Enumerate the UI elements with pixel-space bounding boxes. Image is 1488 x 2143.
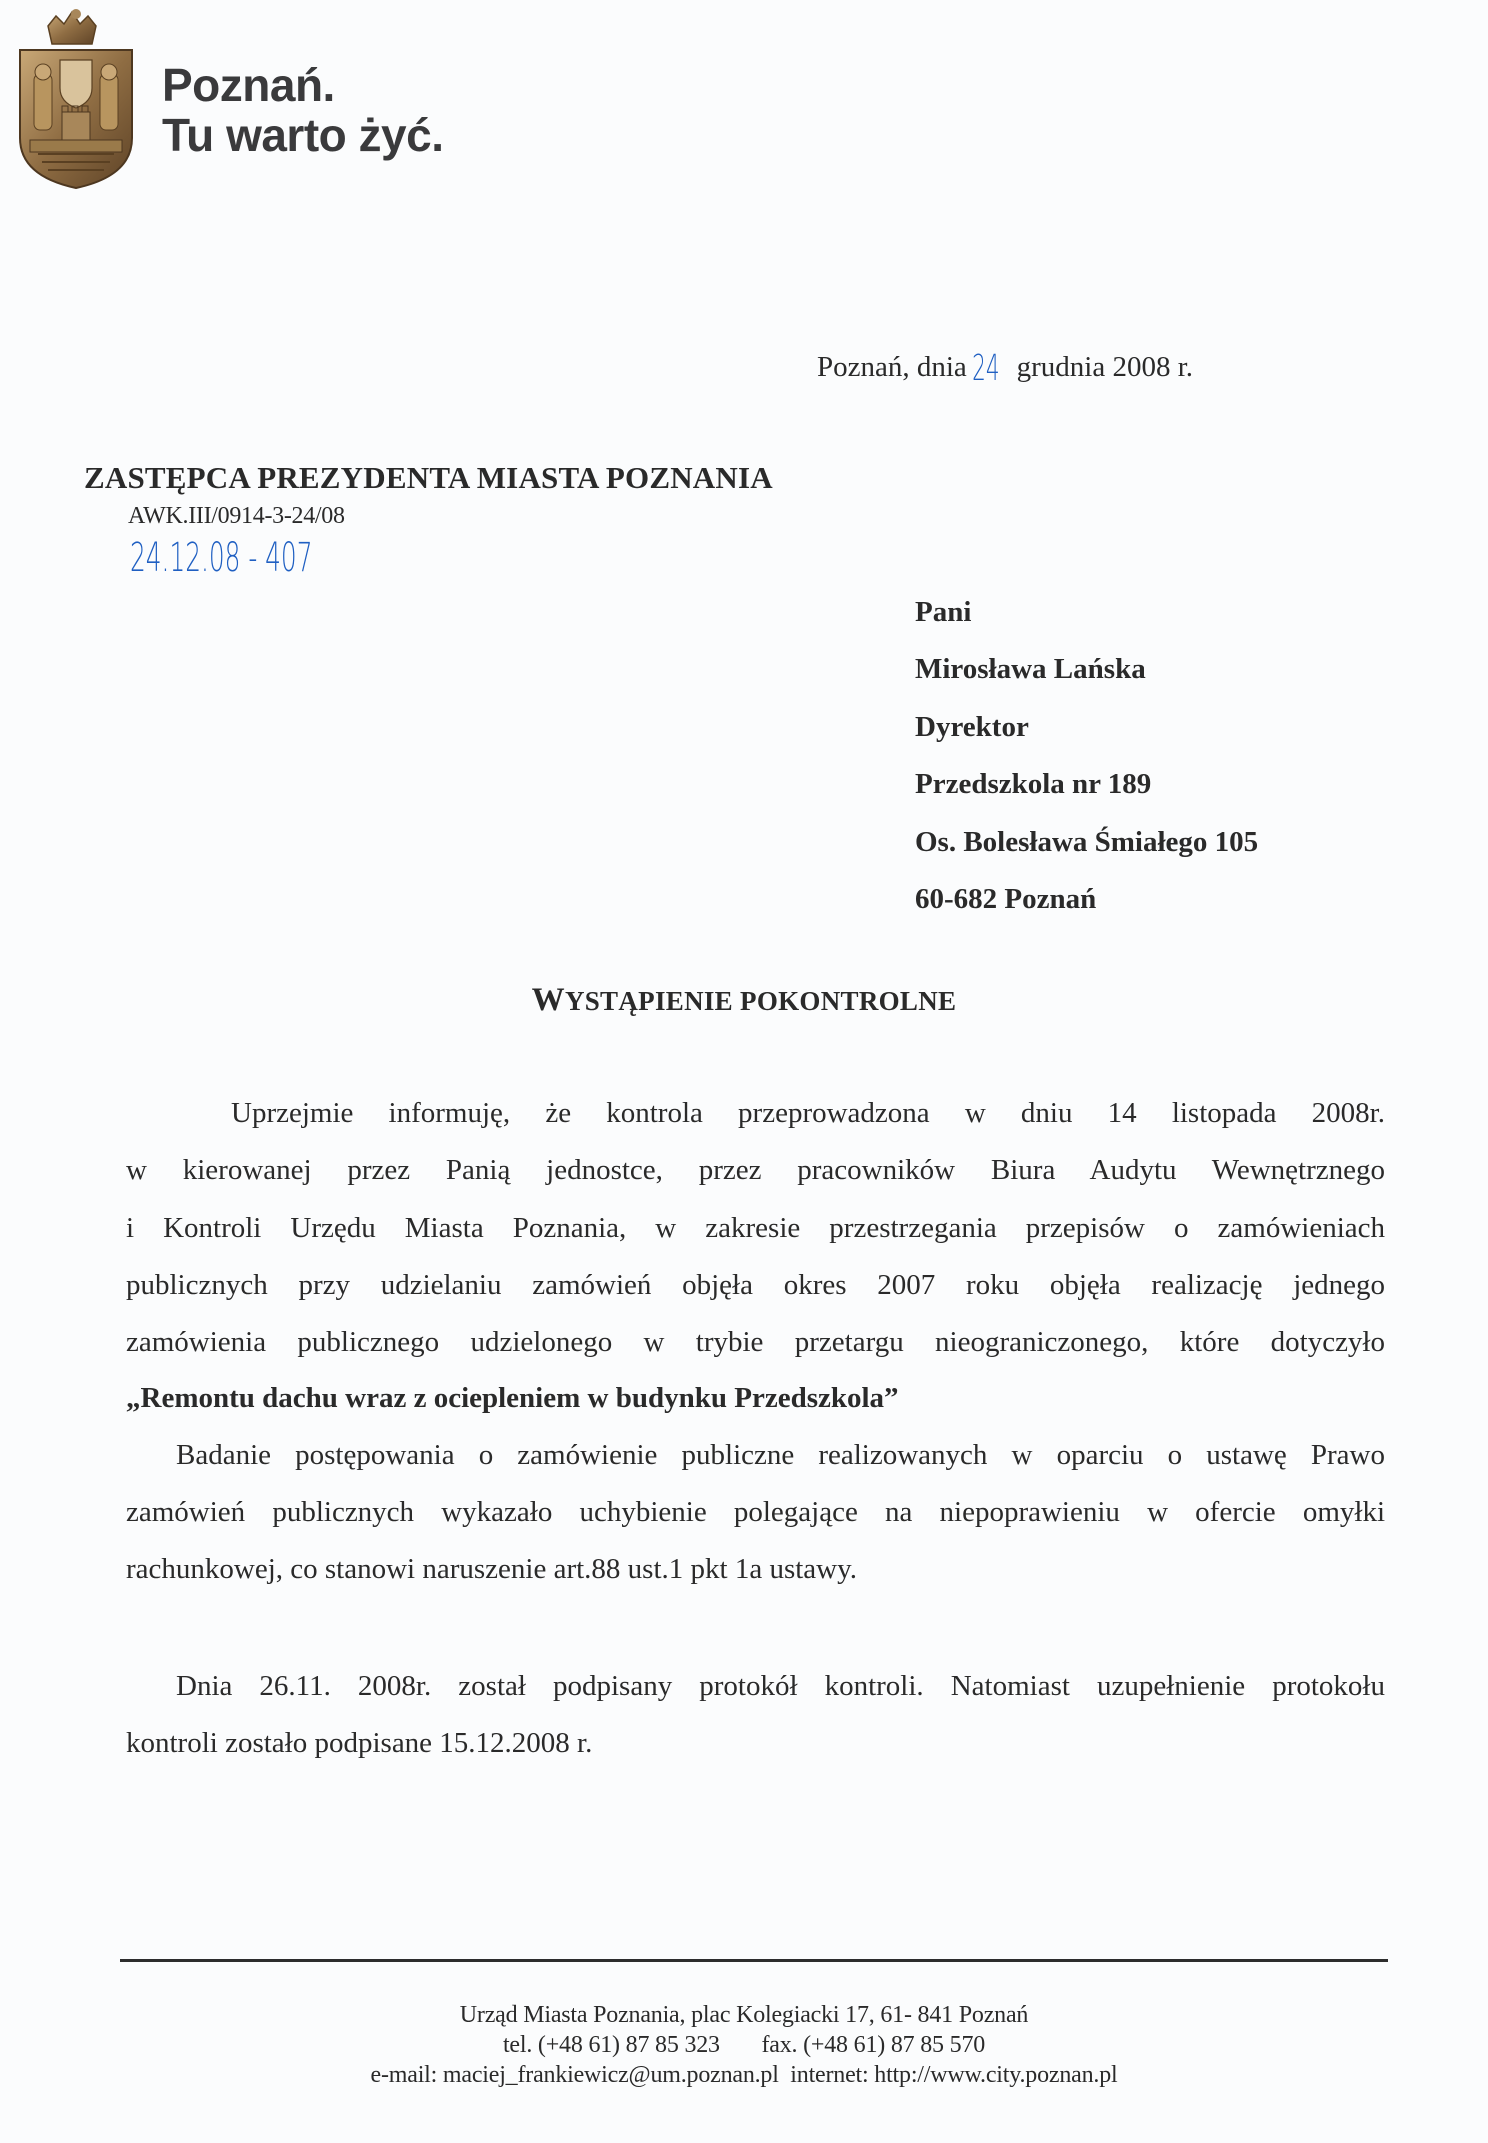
addressee-position: Dyrektor	[915, 711, 1029, 743]
body-line: kontroli zostało podpisane 15.12.2008 r.	[126, 1727, 593, 1759]
addressee-institution: Przedszkola nr 189	[915, 768, 1152, 800]
addressee-street: Os. Bolesława Śmiałego 105	[915, 826, 1259, 858]
body-line: Uprzejmie informuję, że kontrola przeprowadzona w dniu 14 listopada 2008r.	[231, 1097, 1385, 1129]
body-line: Badanie postępowania o zamówienie publiczne realizowanych w oparciu o ustawę Prawo	[176, 1439, 1385, 1471]
handwritten-day: 24	[971, 348, 1000, 389]
body-line: Dnia 26.11. 2008r. został podpisany protokół kontroli. Natomiast uzupełnienie protokołu	[176, 1670, 1385, 1702]
handwritten-registry-number: 24.12.08 - 407	[130, 535, 313, 581]
body-line: publicznych przy udzielaniu zamówień objęła okres 2007 roku objęła realizację jednego	[126, 1269, 1385, 1301]
body-line: i Kontroli Urzędu Miasta Poznania, w zakresie przestrzegania przepisów o zamówieniach	[126, 1212, 1385, 1244]
date-suffix: grudnia 2008 r.	[1016, 351, 1194, 383]
date-prefix: Poznań, dnia	[817, 351, 967, 383]
reference-number: AWK.III/0914-3-24/08	[128, 503, 345, 529]
contract-title: „Remontu dachu wraz z ociepleniem w budynku Przedszkola”	[126, 1382, 899, 1414]
logo-slogan: Tu warto żyć.	[162, 109, 444, 161]
subject-rest: YSTĄPIENIE POKONTROLNE	[564, 986, 957, 1016]
addressee-salutation: Pani	[915, 596, 972, 628]
addressee-name: Mirosława Lańska	[915, 653, 1146, 685]
letter-date	[817, 348, 1193, 389]
footer-email-link[interactable]: maciej_frankiewicz@um.poznan.pl	[442, 2062, 779, 2088]
letter-subject	[0, 982, 1488, 1019]
footer-phone: tel. (+48 61) 87 85 323	[502, 2032, 720, 2058]
subject-initial: W	[531, 982, 565, 1018]
footer-fax: fax. (+48 61) 87 85 570	[761, 2032, 986, 2058]
body-line: w kierowanej przez Panią jednostce, przez pracowników Biura Audytu Wewnętrznego	[126, 1154, 1385, 1186]
addressee-city: 60-682 Poznań	[915, 883, 1097, 915]
body-line: zamówień publicznych wykazało uchybienie polegające na niepoprawieniu w ofercie omyłki	[126, 1496, 1385, 1528]
logo-city-name: Poznań.	[162, 59, 335, 111]
footer-internet-label: internet:	[790, 2062, 869, 2088]
sender-title: ZASTĘPCA PREZYDENTA MIASTA POZNANIA	[84, 460, 773, 495]
body-line: zamówienia publicznego udzielonego w trybie przetargu nieograniczonego, które dotyczyło	[126, 1326, 1385, 1358]
footer-address: Urząd Miasta Poznania, plac Kolegiacki 17, 61- 841 Poznań	[459, 2002, 1029, 2028]
poznan-coat-of-arms-icon	[8, 4, 144, 192]
footer-website-link[interactable]: http://www.city.poznan.pl	[874, 2062, 1118, 2088]
footer-divider	[120, 1959, 1388, 1962]
footer-email-label: e-mail:	[370, 2062, 438, 2088]
body-line: rachunkowej, co stanowi naruszenie art.88 ust.1 pkt 1a ustawy.	[126, 1553, 857, 1585]
footer-online	[0, 2060, 1488, 2090]
footer-contact	[0, 2030, 1488, 2060]
